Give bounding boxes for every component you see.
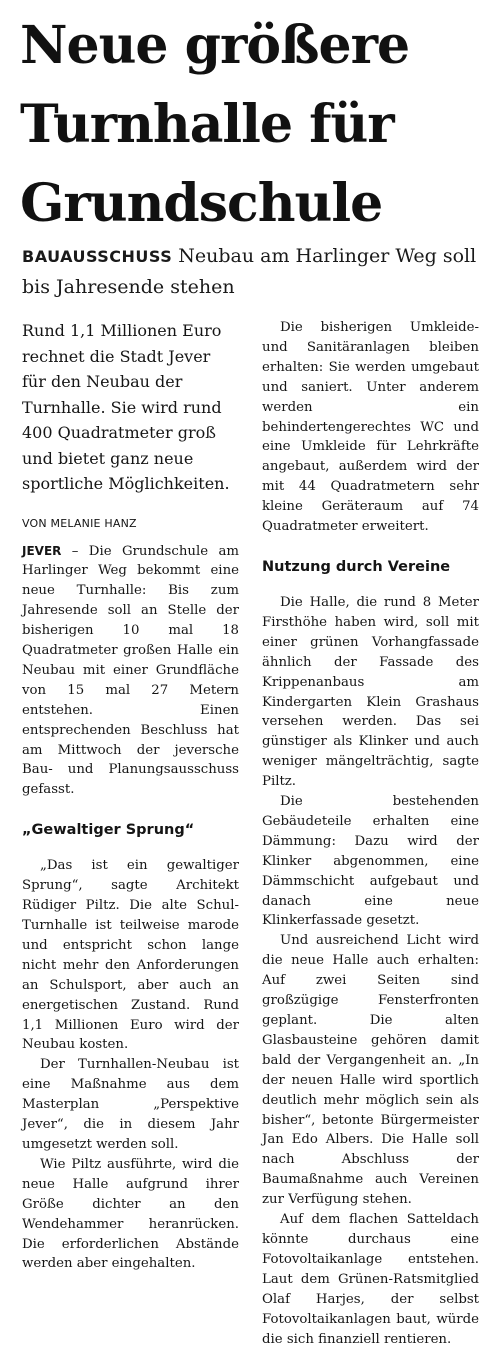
paragraph-2: „Das ist ein gewaltiger Sprung“, sagte Architekt Rüdiger Piltz. Die alte Schul-Turnhalle ist teilweise marode und entspricht schon lange nicht mehr den Anforderungen an Schulsport, aber auch an energetischen Zustand. Rund 1,1 Millionen Euro wird der Neubau kosten. — [22, 858, 239, 1053]
headline — [20, 6, 480, 243]
dateline: JEVER — [22, 543, 62, 558]
subheadline — [22, 241, 482, 302]
lead-paragraph: Rund 1,1 Millionen Euro rechnet die Stadt Jever für den Neubau der Turnhalle. Sie wird rund 400 Quadratmeter groß und bietet ganz neue sportliche Möglichkeiten. — [22, 321, 230, 493]
paragraph-8: Und ausreichend Licht wird die neue Halle auch erhalten: Auf zwei Seiten sind großzügige Fensterfronten geplant. Die alten Glasbausteine gehören damit bald der Vergangenheit an. „In der neuen Halle wird sportlich deutlich mehr möglich sein als bisher“, betonte Bürgermeister Jan Edo Albers. Die Halle soll nach Abschluss der Baumaßnahme auch Vereinen zur Verfügung stehen. — [262, 933, 479, 1208]
paragraph-1-text: – Die Grundschule am Harlinger Weg bekommt eine neue Turnhalle: Bis zum Jahresende soll an Stelle der bisherigen 10 mal 18 Quadratmeter großen Halle ein Neubau mit einer Grundfläche von 15 mal 27 Metern entstehen. Einen entsprechenden Beschluss hat am Mittwoch der jeversche Bau- und Planungsausschuss gefasst. — [22, 543, 239, 798]
headline-line-2: Turnhalle für — [20, 94, 394, 155]
byline: VON MELANIE HANZ — [22, 516, 137, 530]
column-right — [262, 318, 479, 1349]
column-left — [22, 318, 239, 1274]
headline-line-1: Neue größere — [20, 15, 410, 76]
subtitle-gewaltiger-sprung: „Gewaltiger Sprung“ — [22, 822, 195, 839]
paragraph-3: Der Turnhallen-Neubau ist eine Maßnahme aus dem Masterplan „Perspektive Jever“, die in diesem Jahr umgesetzt werden soll. — [22, 1057, 239, 1152]
subtitle-nutzung-durch-vereine: Nutzung durch Vereine — [262, 558, 451, 575]
paragraph-7: Die bestehenden Gebäudeteile erhalten eine Dämmung: Dazu wird der Klinker abgenommen, eine Dämmschicht aufgebaut und danach eine neue Klinkerfassade gesetzt. — [262, 794, 479, 929]
paragraph-6: Die Halle, die rund 8 Meter Firsthöhe haben wird, soll mit einer grünen Vorhangfassade ähnlich der Fassade des Krippenanbaus am Kindergarten Klein Grashaus versehen werden. Das sei günstiger als Klinker und auch weniger mängelträchtig, sagte Piltz. — [262, 594, 479, 790]
kicker: BAUAUSSCHUSS — [22, 247, 173, 266]
paragraph-1 — [22, 542, 239, 801]
paragraph-9: Auf dem flachen Satteldach könnte durchaus eine Fotovoltaikanlage entstehen. Laut dem Grünen-Ratsmitglied Olaf Harjes, der selbst Fotovoltaikanlagen baut, würde die sich finanziell rentieren. — [262, 1212, 479, 1347]
headline-line-3: Grundschule — [20, 173, 383, 234]
paragraph-4: Wie Piltz ausführte, wird die neue Halle aufgrund ihrer Größe dichter an den Wendehammer heranrücken. Die erforderlichen Abstände werden aber eingehalten. — [22, 1156, 239, 1272]
paragraph-5: Die bisherigen Umkleide- und Sanitäranlagen bleiben erhalten: Sie werden umgebaut und saniert. Unter anderem werden ein behindertengerechtes WC und eine Umkleide für Lehrkräfte angebaut, außerdem wird der mit 44 Quadratmetern sehr kleine Geräteraum auf 74 Quadratmeter erweitert. — [262, 320, 479, 535]
subheadline-text: Neubau am Harlinger Weg soll bis Jahresende stehen — [22, 245, 477, 298]
